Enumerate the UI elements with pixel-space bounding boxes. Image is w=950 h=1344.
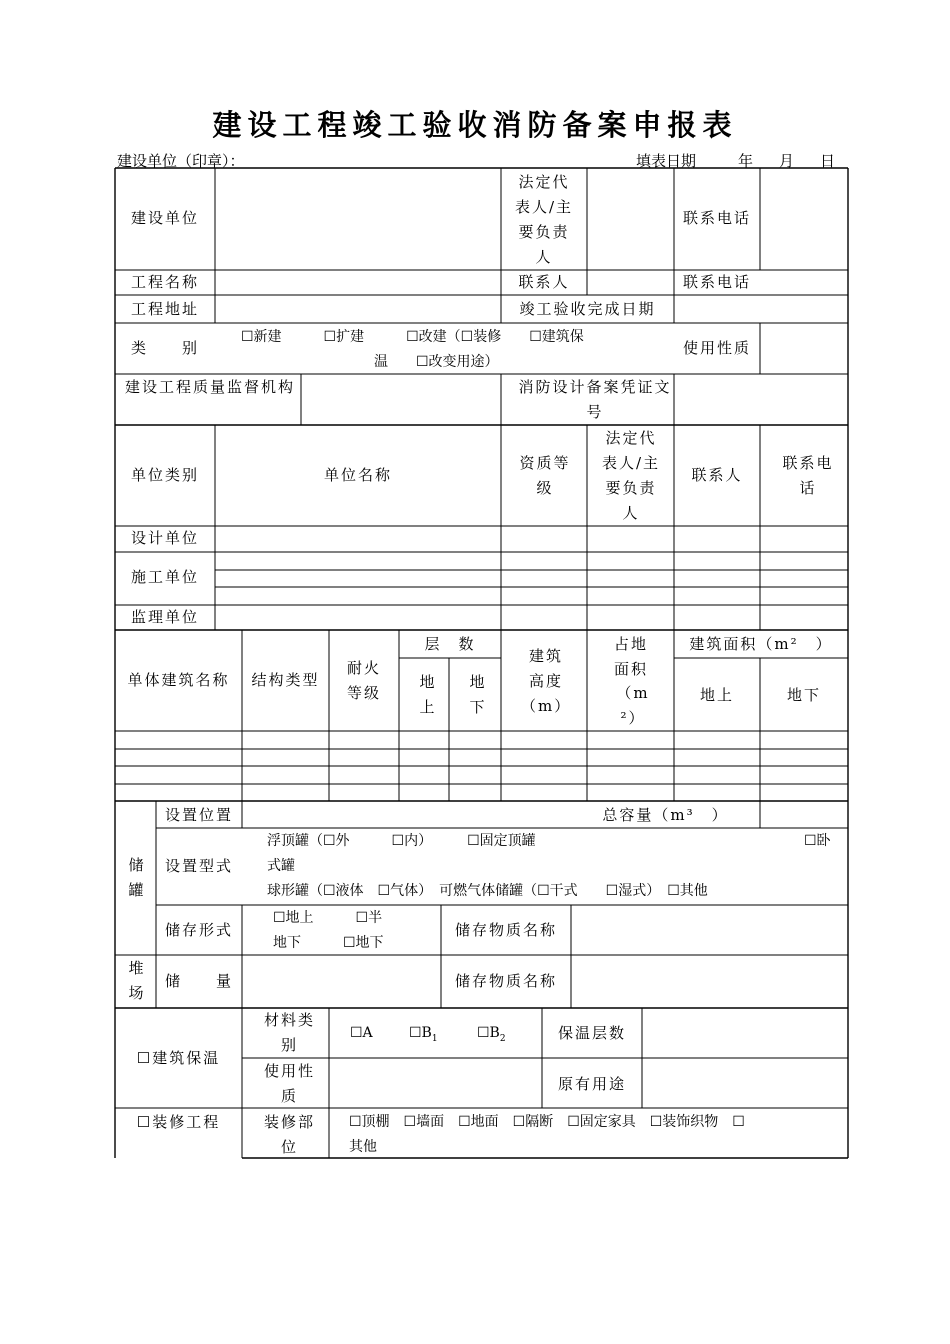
total-capacity-label: 总容量（m³ ）	[602, 806, 729, 824]
area-above-header: 地上	[699, 686, 734, 704]
category-options-1[interactable]: ☐新建 ☐扩建 ☐改建（☐装修 ☐建筑保	[241, 329, 584, 345]
material-name-label: 储存物质名称	[454, 921, 557, 939]
structure-header: 结构类型	[251, 671, 320, 689]
category-options-2[interactable]: 温 ☐改变用途）	[374, 354, 499, 370]
project-address-label: 工程地址	[130, 300, 199, 318]
floors-above-header: 地上	[419, 673, 437, 716]
position-label: 设置位置	[164, 806, 233, 824]
design-unit-label: 设计单位	[130, 529, 199, 547]
application-form	[115, 168, 848, 1326]
unit-name-header: 单位名称	[323, 466, 392, 484]
horizontal-option-cont: 式罐	[267, 858, 295, 874]
class-b2-checkbox[interactable]: $☐B_2$	[477, 1025, 506, 1044]
applicant-label: 建设单位（印章）：	[117, 152, 245, 170]
legal-rep-header: 法定代表人/主要负责人	[601, 429, 661, 522]
phone-header: 联系电话	[782, 454, 834, 497]
quality-org-label: 建设工程质量监督机构	[125, 378, 296, 396]
land-area-unit: （m²）	[616, 684, 650, 727]
land-area-header: 占地面积	[613, 635, 648, 678]
insulation-checkbox[interactable]: ☐建筑保温	[136, 1049, 221, 1067]
floors-below-header: 地下	[469, 673, 487, 716]
year-label: 年	[738, 152, 754, 170]
storage-form-options-2[interactable]: 地下 ☐地下	[273, 935, 384, 951]
completion-date-label: 竣工验收完成日期	[519, 300, 656, 318]
area-below-header: 地下	[786, 686, 821, 704]
insulation-layers-label: 保温层数	[557, 1024, 626, 1042]
floor-area-header: 建筑面积（m² ）	[689, 635, 833, 653]
fill-date-label: 填表日期	[636, 152, 697, 170]
contact-header: 联系人	[691, 466, 743, 484]
fire-rating-header: 耐火等级	[346, 659, 381, 702]
setup-type-label: 设置型式	[164, 857, 233, 875]
class-a-checkbox[interactable]: ☐A	[350, 1025, 373, 1041]
qualification-header: 资质等级	[519, 454, 571, 497]
contact-phone-label-2: 联系电话	[682, 273, 751, 291]
contact-person-label: 联系人	[518, 273, 570, 291]
supervision-unit-label: 监理单位	[130, 608, 199, 626]
float-roof-options[interactable]: 浮顶罐（☐外 ☐内） ☐固定顶罐	[267, 833, 536, 849]
building-name-header: 单体建筑名称	[127, 671, 230, 689]
decoration-checkbox[interactable]: ☐装修工程	[136, 1113, 221, 1131]
insulation-usage-label: 使用性质	[263, 1062, 315, 1105]
decoration-parts-label: 装修部位	[263, 1113, 315, 1156]
construction-unit-label: 施工单位	[130, 568, 199, 586]
tank-label: 储罐	[128, 856, 146, 899]
material-name-label-2: 储存物质名称	[454, 972, 557, 990]
quantity-label: 储 量	[164, 972, 233, 990]
floors-header: 层 数	[424, 635, 476, 653]
storage-form-options-1[interactable]: ☐地上 ☐半	[273, 910, 383, 926]
fire-design-cert-label: 消防设计备案凭证文号	[518, 378, 672, 421]
usage-label: 使用性质	[682, 339, 751, 357]
day-label: 日	[820, 152, 836, 170]
storage-form-label: 储存形式	[164, 921, 233, 939]
spherical-options[interactable]: 球形罐（☐液体 ☐气体） 可燃气体储罐（☐干式 ☐湿式） ☐其他	[267, 883, 708, 899]
height-header: 建筑高度（m）	[521, 647, 572, 715]
legal-rep-label: 法定代表人/主要负责人	[514, 173, 574, 266]
horizontal-option[interactable]: ☐卧	[804, 833, 831, 849]
yard-label: 堆场	[128, 959, 146, 1002]
original-use-label: 原有用途	[557, 1075, 626, 1093]
class-b1-checkbox[interactable]: $☐B_1$	[409, 1025, 438, 1044]
decoration-parts-options-2[interactable]: 其他	[349, 1139, 377, 1155]
material-class-label: 材料类别	[263, 1011, 315, 1054]
decoration-parts-options-1[interactable]: ☐顶棚 ☐墙面 ☐地面 ☐隔断 ☐固定家具 ☐装饰织物 ☐	[349, 1114, 745, 1130]
contact-phone-label: 联系电话	[682, 209, 751, 227]
category-label: 类 别	[130, 339, 199, 357]
unit-type-header: 单位类别	[130, 466, 199, 484]
project-name-label: 工程名称	[130, 273, 199, 291]
build-unit-label: 建设单位	[130, 209, 199, 227]
page-title: 建设工程竣工验收消防备案申报表	[212, 108, 738, 142]
month-label: 月	[779, 152, 795, 170]
